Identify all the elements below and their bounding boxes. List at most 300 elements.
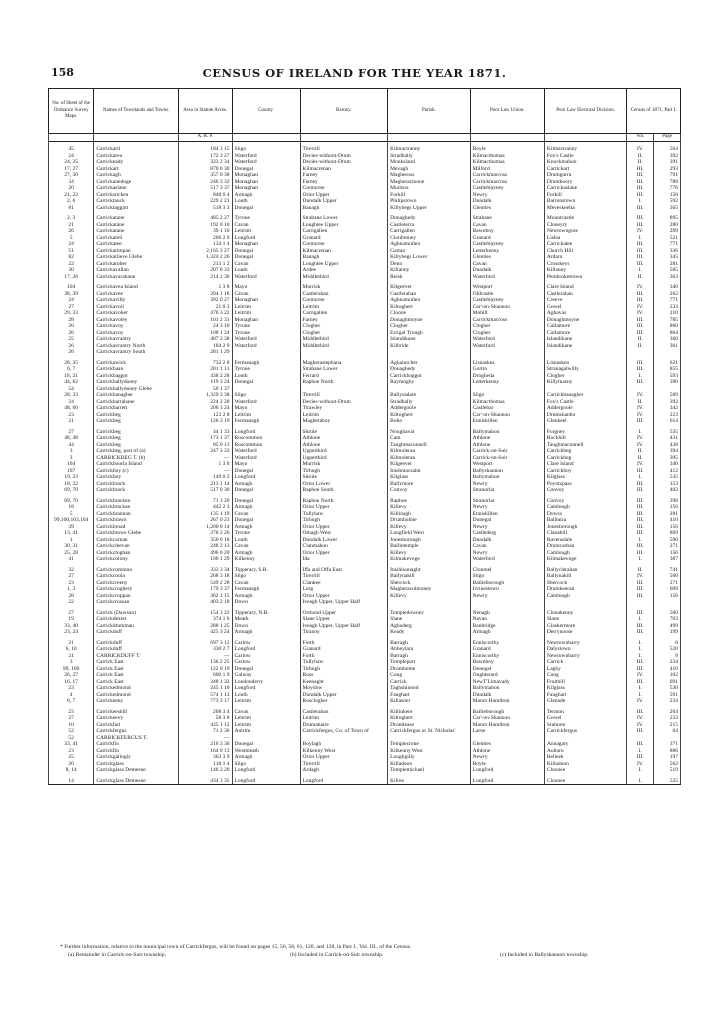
townland-cell: Carrickcrossan (94, 599, 179, 606)
page-cell: 215 (654, 722, 681, 729)
townland-cell: Carrickcroppan (94, 593, 179, 600)
subheader-blank (544, 134, 626, 142)
page-cell: 64 (654, 728, 681, 735)
county-cell: Donegal (232, 741, 300, 748)
county-cell: Cavan (232, 291, 300, 298)
header-division: Poor Law Electoral Division. (544, 89, 626, 134)
vol-cell: III. (627, 659, 654, 666)
area-cell: 496 0 20 (178, 550, 232, 557)
townland-cell: Carrickeeshill (94, 709, 179, 716)
page-cell: 895 (654, 215, 681, 222)
area-cell: 126 3 19 (178, 418, 232, 425)
barony-cell: Tullyhaw (300, 511, 388, 518)
barony-cell: Shrule (300, 474, 388, 481)
division-cell: Convoy (544, 498, 626, 505)
sheet-cell: 26 (49, 323, 94, 330)
sheet-cell: 44, 62 (49, 379, 94, 386)
sheet-cell: 52 (49, 735, 94, 742)
union-cell: Enniscorthy (470, 653, 544, 660)
parish-cell: Castlerahan (388, 291, 470, 298)
header-parish: Parish. (388, 89, 470, 134)
townland-cell: Carrickard (94, 146, 179, 153)
barony-cell: Leitrim (300, 304, 388, 311)
union-cell: Castleblayney (470, 241, 544, 248)
area-cell: 136 2 25 (178, 659, 232, 666)
union-cell: Irvinestown (470, 586, 544, 593)
barony-cell: Loughtee Upper (300, 261, 388, 268)
division-cell: Carrickatee (544, 241, 626, 248)
page-cell: 402 (654, 487, 681, 494)
page-cell: 609 (654, 586, 681, 593)
barony-cell: Cremorne (300, 241, 388, 248)
page-cell: 262 (654, 291, 681, 298)
county-cell: Waterford (232, 399, 300, 406)
parish-cell: Carrickbaggot (388, 373, 470, 380)
county-cell: Donegal (232, 166, 300, 173)
area-cell: 71 2 36 (178, 728, 232, 735)
division-cell: Dowra (544, 511, 626, 518)
county-cell: Fermanagh (232, 586, 300, 593)
vol-cell: II. (627, 274, 654, 281)
page-cell: 199 (654, 629, 681, 636)
townland-cell: Carricktaggart (94, 205, 179, 212)
parish-cell: Clonbroney (388, 235, 470, 242)
division-cell: Shercock (544, 580, 626, 587)
vol-cell: III. (627, 291, 654, 298)
parish-cell: Cam (388, 435, 470, 442)
division-cell: Camlough (544, 550, 626, 557)
barony-cell: Leitrim (300, 715, 388, 722)
area-cell: 425 1 12 (178, 722, 232, 729)
page-cell: 535 (654, 474, 681, 481)
parish-cell: Magheracloone (388, 179, 470, 186)
union-cell: Donegal (470, 517, 544, 524)
sheet-cell: 32 (49, 567, 94, 574)
barony-cell: Orior Upper (300, 504, 388, 511)
area-cell: 240 3 32 (178, 179, 232, 186)
union-cell: Westport (470, 461, 544, 468)
barony-cell: Longford (300, 778, 388, 785)
union-cell: Ballyshannon (470, 468, 544, 475)
parish-cell: Killoe (388, 778, 470, 785)
sheet-cell: 26 (49, 228, 94, 235)
parish-cell: Shercock (388, 580, 470, 587)
parish-cell: Jonesborough (388, 537, 470, 544)
townland-cell: Carrickbroad (94, 524, 179, 531)
union-cell: Sligo (470, 573, 544, 580)
division-cell: Kilmactranny (544, 146, 626, 153)
county-cell: Donegal (232, 498, 300, 505)
parish-cell: Magheross (388, 172, 470, 179)
sheet-cell: 104 (49, 284, 94, 291)
county-cell: Meath (232, 616, 300, 623)
union-cell: Newry (470, 192, 544, 199)
townland-cell: Carrickedmond (94, 685, 179, 692)
sheet-cell: 26 (49, 349, 94, 356)
barony-cell: Dundalk Upper (300, 198, 388, 205)
division-cell: Drumgurra (544, 172, 626, 179)
townland-cell: Carrickbrowe Glebe (94, 530, 179, 537)
barony-cell: Drumahaire (300, 722, 388, 729)
union-cell: Stranorlar (470, 498, 544, 505)
sheet-cell: 28, 35 (49, 360, 94, 367)
page-cell: 197 (654, 754, 681, 761)
sheet-cell: 21 (49, 640, 94, 647)
sheet-cell: 28 (49, 593, 94, 600)
sheet-cell: 20 (49, 761, 94, 768)
barony-cell: Ardee (300, 267, 388, 274)
area-cell: 288 1 25 (178, 623, 232, 630)
area-cell: 146 2 20 (178, 767, 232, 774)
barony-cell: Tirhugh (300, 468, 388, 475)
page-header (0, 66, 709, 82)
area-cell: 281 1 29 (178, 349, 232, 356)
barony-cell: Murrisk (300, 284, 388, 291)
division-cell: Drumcarban (544, 543, 626, 550)
parish-cell: Aghaderg (388, 623, 470, 630)
county-cell: Louth (232, 198, 300, 205)
page-cell: 412 (654, 468, 681, 475)
union-cell: Castleblayney (470, 297, 544, 304)
union-cell: Manor Hamilton (470, 698, 544, 705)
page-cell: 156 (654, 192, 681, 199)
parish-cell: Aghnamullen (388, 297, 470, 304)
parish-cell: Killevy (388, 550, 470, 557)
parish-cell: Kilbride (388, 343, 470, 350)
townland-table (48, 88, 681, 785)
page-cell: 703 (654, 616, 681, 623)
page-cell: 234 (654, 698, 681, 705)
parish-cell: Clogher (388, 323, 470, 330)
area-cell: 247 3 33 (178, 448, 232, 455)
county-cell: Waterford (232, 274, 300, 281)
union-cell: Newry (470, 504, 544, 511)
area-cell: 164 0 13 (178, 748, 232, 755)
parish-cell: Templecrone (388, 741, 470, 748)
parish-cell: Killadoon (388, 761, 470, 768)
sheet-cell: 51 (49, 248, 94, 255)
division-cell: Drumboory (544, 179, 626, 186)
parish-cell: Ballysadare (388, 392, 470, 399)
area-cell: 206 2 0 (178, 235, 232, 242)
area-cell: 213 1 2 (178, 261, 232, 268)
parish-cell: Taughmaconnell (388, 442, 470, 449)
vol-cell: III. (627, 666, 654, 673)
vol-cell: III. (627, 498, 654, 505)
townland-cell: Carrickduff (94, 640, 179, 647)
subheader-area-units: A. R. P. (178, 134, 232, 142)
area-cell: 206 3 24 (178, 405, 232, 412)
county-cell: Carlow (232, 640, 300, 647)
parish-cell: Barragh (388, 653, 470, 660)
county-cell: Monaghan (232, 241, 300, 248)
vol-cell: IV. (627, 412, 654, 419)
sheet-cell: 17, 26 (49, 274, 94, 281)
page-cell: 281 (654, 511, 681, 518)
page-cell: 564 (654, 146, 681, 153)
townland-cell: Carrickbrack (94, 487, 179, 494)
sheet-cell: 26, 27 (49, 672, 94, 679)
townland-cell: Carrickcleevan (94, 543, 179, 550)
sheet-cell: 20 (49, 185, 94, 192)
parish-cell: Drumlease (388, 722, 470, 729)
parish-cell: Cloone (388, 310, 470, 317)
area-cell: 1,329 3 38 (178, 392, 232, 399)
union-cell: Clonmel (470, 567, 544, 574)
area-cell: 276 2 26 (178, 530, 232, 537)
union-cell: Clogher (470, 330, 544, 337)
area-cell: 149 0 2 (178, 474, 232, 481)
vol-cell: III. (627, 504, 654, 511)
barony-cell: Tirhugh (300, 666, 388, 673)
vol-cell: III. (627, 530, 654, 537)
townland-cell: Carrickglass (94, 761, 179, 768)
sheet-cell: 18 (49, 504, 94, 511)
vol-cell: III. (627, 254, 654, 261)
barony-cell: Upperthird (300, 448, 388, 455)
area-cell: 123 2 8 (178, 412, 232, 419)
page-title: CENSUS OF IRELAND FOR THE YEAR 1871. (202, 66, 507, 80)
page-cell: 521 (654, 235, 681, 242)
parish-cell: Killinagh (388, 511, 470, 518)
area-cell: 154 3 22 (178, 610, 232, 617)
townland-cell: Carrickbaan (94, 366, 179, 373)
county-cell: Sligo (232, 146, 300, 153)
townland-cell: Carrickbanagher (94, 392, 179, 399)
county-cell: Waterford (232, 159, 300, 166)
vol-cell: III. (627, 487, 654, 494)
page-cell: 562 (654, 761, 681, 768)
barony-cell: Clogher (300, 330, 388, 337)
townland-cell: Carrickbrackan (94, 504, 179, 511)
parish-cell: Kilglass (388, 474, 470, 481)
sheet-cell: 29, 33 (49, 310, 94, 317)
sheet-cell: 24 (49, 241, 94, 248)
parish-cell: Stradbally (388, 399, 470, 406)
county-cell: Cavan (232, 511, 300, 518)
parish-cell: Templedowney (388, 610, 470, 617)
division-cell: Carrickbanagher (544, 392, 626, 399)
townland-cell: Carrickart (94, 166, 179, 173)
county-cell: Mayo (232, 405, 300, 412)
county-cell: Leitrim (232, 228, 300, 235)
area-cell: 442 2 3 (178, 504, 232, 511)
barony-cell: Castlerahan (300, 291, 388, 298)
sheet-cell: 23 (49, 709, 94, 716)
county-cell: Cavan (232, 222, 300, 229)
area-cell: 118 1 4 (178, 761, 232, 768)
county-cell: Donegal (232, 379, 300, 386)
area-cell: 476 3 22 (178, 310, 232, 317)
header-row (49, 89, 681, 134)
page-cell: 156 (654, 504, 681, 511)
townland-cell: Carrickdexter (94, 616, 179, 623)
division-cell: Clogher (544, 373, 626, 380)
division-cell: Fruithill (544, 679, 626, 686)
page-cell: 392 (654, 399, 681, 406)
parish-cell: Noughaval (388, 429, 470, 436)
vol-cell: IV. (627, 672, 654, 679)
area-cell: 438 2 28 (178, 373, 232, 380)
division-cell: Islandikane (544, 336, 626, 343)
division-cell: Cloneyry (544, 222, 626, 229)
vol-cell: I. (627, 646, 654, 653)
union-cell: Manor Hamilton (470, 722, 544, 729)
sheet-cell: 44 (49, 442, 94, 449)
sheet-cell: 24, 25 (49, 159, 94, 166)
union-cell: Cavan (470, 261, 544, 268)
vol-cell: IV. (627, 146, 654, 153)
parish-cell: Stradbally (388, 153, 470, 160)
sheet-cell: 17, 27 (49, 166, 94, 173)
parish-cell: Reisk (388, 274, 470, 281)
barony-cell: Orior Upper (300, 192, 388, 199)
page-cell: 785 (654, 317, 681, 324)
barony-cell: Kilkenny West (300, 748, 388, 755)
vol-cell: III. (627, 261, 654, 268)
county-cell: Mayo (232, 284, 300, 291)
barony-cell: Tirerrill (300, 392, 388, 399)
page-cell: 360 (654, 336, 681, 343)
townland-cell: Carrickbrawn (94, 517, 179, 524)
county-cell: Louth (232, 373, 300, 380)
vol-cell: I. (627, 616, 654, 623)
sheet-cell: 24 (49, 297, 94, 304)
page-cell: 860 (654, 323, 681, 330)
vol-cell: I. (627, 373, 654, 380)
sheet-cell: 3 (49, 448, 94, 455)
page-cell: 886 (654, 748, 681, 755)
townland-cell: Carrickavrantry North (94, 343, 179, 350)
division-cell: Camlough (544, 593, 626, 600)
area-cell: 267 0 23 (178, 517, 232, 524)
barony-cell: Farney (300, 179, 388, 186)
area-cell: 600 1 9 (178, 672, 232, 679)
vol-cell: III. (627, 728, 654, 735)
sheet-cell: 23 (49, 412, 94, 419)
vol-cell: III. (627, 360, 654, 367)
parish-cell: Muckno (388, 185, 470, 192)
vol-cell: III. (627, 248, 654, 255)
sheet-cell: 24 (49, 153, 94, 160)
union-cell: Nenagh (470, 610, 544, 617)
division-cell: Aghavas (544, 310, 626, 317)
division-cell: Clonakenny (544, 610, 626, 617)
page-cell: 394 (654, 448, 681, 455)
parish-cell: Donaghmoyne (388, 317, 470, 324)
page-cell: 530 (654, 685, 681, 692)
county-cell: Fermanagh (232, 418, 300, 425)
division-cell: Poyntzpass (544, 481, 626, 488)
barony-cell: Omagh West (300, 530, 388, 537)
sheet-cell: 5 (49, 511, 94, 518)
county-cell: Longford (232, 235, 300, 242)
area-cell: — (178, 653, 232, 660)
county-cell: Longford (232, 685, 300, 692)
parish-cell: Faughart (388, 692, 470, 699)
townland-cell: Carrickfergus (94, 728, 179, 735)
page-cell: 293 (654, 166, 681, 173)
page-cell: 271 (654, 580, 681, 587)
page-cell: 8 (654, 653, 681, 660)
county-cell: Donegal (232, 254, 300, 261)
vol-cell: IV. (627, 435, 654, 442)
table-row (49, 778, 681, 785)
barony-cell: Granard (300, 235, 388, 242)
vol-cell: III. (627, 323, 654, 330)
vol-cell: I. (627, 640, 654, 647)
townland-cell: Carrickbarrahane (94, 399, 179, 406)
county-cell: Roscommon (232, 435, 300, 442)
county-cell: Sligo (232, 392, 300, 399)
parish-cell: Ballynakill (388, 573, 470, 580)
vol-cell: IV. (627, 392, 654, 399)
county-cell: Tyrone (232, 530, 300, 537)
townland-cell: Carrick East (94, 666, 179, 673)
union-cell: Cavan (470, 222, 544, 229)
page-cell: 8 (654, 640, 681, 647)
parish-cell: Killybegs Upper (388, 205, 470, 212)
page-cell: 156 (654, 550, 681, 557)
division-cell: Slane (544, 616, 626, 623)
area-cell: — (178, 455, 232, 462)
townland-cell: Carrickeevy (94, 715, 179, 722)
page-cell: 390 (654, 379, 681, 386)
barony-cell: Cremorne (300, 185, 388, 192)
sheet-cell: 28 (49, 317, 94, 324)
sheet-cell: 13, 41 (49, 530, 94, 537)
area-cell: 574 1 13 (178, 692, 232, 699)
division-cell: Donaghmoyne (544, 317, 626, 324)
county-cell: Monaghan (232, 185, 300, 192)
county-cell: Galway (232, 672, 300, 679)
page-cell: 210 (654, 310, 681, 317)
county-cell: Down (232, 623, 300, 630)
header-county: County. (232, 89, 300, 134)
county-cell: Antrim (232, 728, 300, 735)
county-cell: Louth (232, 537, 300, 544)
union-cell: Oldcastle (470, 291, 544, 298)
barony-cell: Upperthird (300, 455, 388, 462)
division-cell: Newtowngore (544, 228, 626, 235)
footnote-main: * Further information, relative to the municipal town of Carrickfergus, will be found on pages 15, 56, 58, 61, 120, and 128, in Part I., Vol. III., of the Census. (60, 944, 412, 950)
area-cell: 134 1 4 (178, 241, 232, 248)
area-cell: 1,200 0 14 (178, 524, 232, 531)
page-cell: 864 (654, 330, 681, 337)
union-cell: Granard (470, 646, 544, 653)
page-cell: 614 (654, 418, 681, 425)
parish-cell: Islandikane (388, 336, 470, 343)
vol-cell: I. (627, 429, 654, 436)
union-cell: Longford (470, 778, 544, 785)
division-cell: Jonesborough (544, 524, 626, 531)
barony-cell: Castlerahan (300, 709, 388, 716)
townland-cell: Carrickbarrett (94, 405, 179, 412)
townland-cell: Carrickduff (94, 646, 179, 653)
county-cell: Roscommon (232, 442, 300, 449)
division-cell: Annagary (544, 741, 626, 748)
townland-cell: Carrick East (94, 679, 179, 686)
barony-cell: Tirerrill (300, 761, 388, 768)
vol-cell: IV. (627, 722, 654, 729)
page-cell: 791 (654, 172, 681, 179)
subheader-blank (300, 134, 388, 142)
sheet-cell: 25, 28 (49, 550, 94, 557)
county-cell: Donegal (232, 487, 300, 494)
parish-cell: Kiltoghert (388, 412, 470, 419)
county-cell: Londonderry (232, 679, 300, 686)
union-cell: Dundalk (470, 198, 544, 205)
